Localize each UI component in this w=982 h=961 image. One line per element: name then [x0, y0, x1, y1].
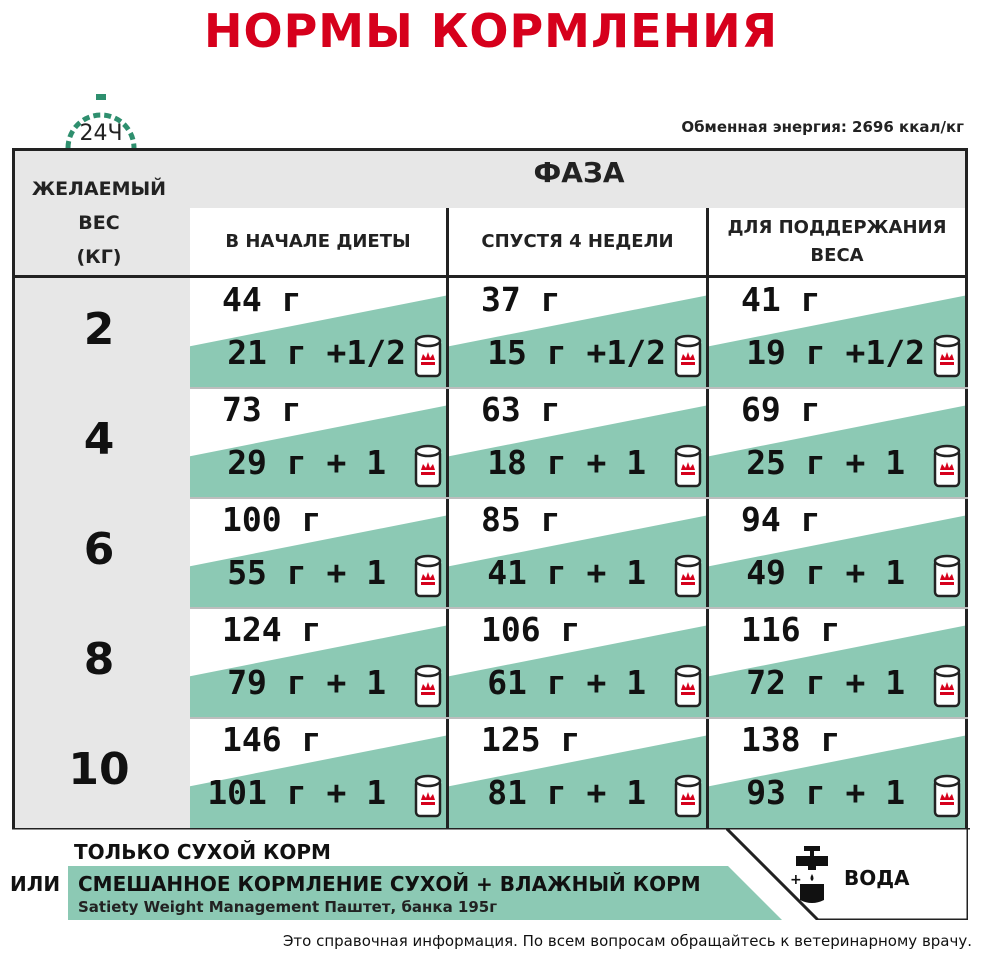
legend-water: ВОДА	[844, 866, 910, 890]
weight-header	[14, 172, 184, 274]
food-can-icon	[933, 334, 961, 380]
food-can-icon	[414, 664, 442, 710]
dry-food-amount: 85 г	[481, 500, 561, 539]
column-header-start	[190, 208, 446, 276]
feeding-cell	[449, 498, 706, 608]
column-header-4-weeks	[449, 208, 706, 276]
weight-header-line: (КГ)	[76, 246, 122, 268]
weight-header-line: ЖЕЛАЕМЫЙ	[31, 178, 167, 200]
mixed-food-amount: 101 г + 1	[207, 773, 406, 812]
mixed-food-amount: 25 г + 1	[746, 443, 925, 482]
weight-value: 2	[83, 304, 115, 355]
mixed-food-amount: 18 г + 1	[487, 443, 666, 482]
phase-label: ФАЗА	[533, 156, 625, 189]
legend-or: ИЛИ	[10, 872, 61, 896]
weight-value: 8	[83, 634, 115, 685]
mixed-food-amount: 21 г +1/2	[227, 333, 406, 372]
feeding-cell	[709, 388, 965, 498]
dry-food-amount: 100 г	[222, 500, 322, 539]
mixed-food-amount: 61 г + 1	[487, 663, 666, 702]
page-title: НОРМЫ КОРМЛЕНИЯ	[203, 4, 778, 58]
feeding-cell	[709, 608, 965, 718]
food-can-icon	[933, 774, 961, 820]
energy-info: Обменная энергия: 2696 ккал/кг	[681, 118, 964, 136]
footer-note: Это справочная информация. По всем вопросам обращайтесь к ветеринарному врачу.	[282, 932, 972, 950]
mixed-food-amount: 55 г + 1	[227, 553, 406, 592]
feeding-cell	[449, 388, 706, 498]
dry-food-amount: 138 г	[741, 720, 841, 759]
column-header-label: СПУСТЯ 4 НЕДЕЛИ	[481, 231, 674, 252]
food-can-icon	[674, 334, 702, 380]
food-can-icon	[674, 554, 702, 600]
feeding-cell	[709, 278, 965, 388]
feeding-cell	[449, 608, 706, 718]
clock-label: 24Ч	[79, 121, 123, 146]
food-can-icon	[674, 444, 702, 490]
dry-food-amount: 37 г	[481, 280, 561, 319]
row-divider	[190, 607, 968, 609]
dry-food-amount: 146 г	[222, 720, 322, 759]
feeding-cell	[190, 388, 446, 498]
food-can-icon	[414, 774, 442, 820]
food-can-icon	[414, 444, 442, 490]
water-tap-icon	[786, 844, 838, 906]
dry-food-amount: 116 г	[741, 610, 841, 649]
dry-food-amount: 94 г	[741, 500, 821, 539]
mixed-food-amount: 93 г + 1	[746, 773, 925, 812]
food-can-icon	[933, 664, 961, 710]
food-can-icon	[414, 554, 442, 600]
feeding-cell	[190, 608, 446, 718]
feeding-cell	[449, 278, 706, 388]
clock-24h-icon	[58, 94, 144, 156]
weight-value: 10	[68, 744, 130, 795]
mixed-food-amount: 81 г + 1	[487, 773, 666, 812]
mixed-food-amount: 19 г +1/2	[746, 333, 925, 372]
dry-food-amount: 124 г	[222, 610, 322, 649]
mixed-food-amount: 41 г + 1	[487, 553, 666, 592]
feeding-cell	[449, 718, 706, 828]
food-can-icon	[933, 554, 961, 600]
food-can-icon	[414, 334, 442, 380]
column-header-label: В НАЧАЛЕ ДИЕТЫ	[225, 231, 411, 252]
legend-mixed-sub: Satiety Weight Management Паштет, банка 195г	[78, 898, 498, 916]
food-can-icon	[674, 664, 702, 710]
row-divider	[190, 717, 968, 719]
dry-food-amount: 125 г	[481, 720, 581, 759]
dry-food-amount: 44 г	[222, 280, 302, 319]
feeding-cell	[709, 498, 965, 608]
dry-food-amount: 63 г	[481, 390, 561, 429]
weight-value: 6	[83, 524, 115, 575]
mixed-food-amount: 72 г + 1	[746, 663, 925, 702]
column-header-label: ВЕСА	[810, 245, 864, 266]
column-header-maintenance	[709, 208, 965, 276]
legend-dry-only: ТОЛЬКО СУХОЙ КОРМ	[74, 840, 331, 864]
feeding-cell	[190, 278, 446, 388]
svg-text:+: +	[790, 872, 802, 888]
legend-mixed: СМЕШАННОЕ КОРМЛЕНИЕ СУХОЙ + ВЛАЖНЫЙ КОРМ	[78, 872, 701, 896]
weight-value: 4	[83, 414, 115, 465]
mixed-food-amount: 79 г + 1	[227, 663, 406, 702]
mixed-food-amount: 49 г + 1	[746, 553, 925, 592]
dry-food-amount: 41 г	[741, 280, 821, 319]
weight-header-line: ВЕС	[78, 212, 120, 234]
feeding-cell	[709, 718, 965, 828]
mixed-food-amount: 29 г + 1	[227, 443, 406, 482]
row-divider	[190, 387, 968, 389]
mixed-food-amount: 15 г +1/2	[487, 333, 666, 372]
row-divider	[190, 497, 968, 499]
column-header-label: ДЛЯ ПОДДЕРЖАНИЯ	[727, 217, 947, 238]
feeding-cell	[190, 718, 446, 828]
dry-food-amount: 73 г	[222, 390, 302, 429]
food-can-icon	[674, 774, 702, 820]
feeding-cell	[190, 498, 446, 608]
dry-food-amount: 69 г	[741, 390, 821, 429]
dry-food-amount: 106 г	[481, 610, 581, 649]
food-can-icon	[933, 444, 961, 490]
